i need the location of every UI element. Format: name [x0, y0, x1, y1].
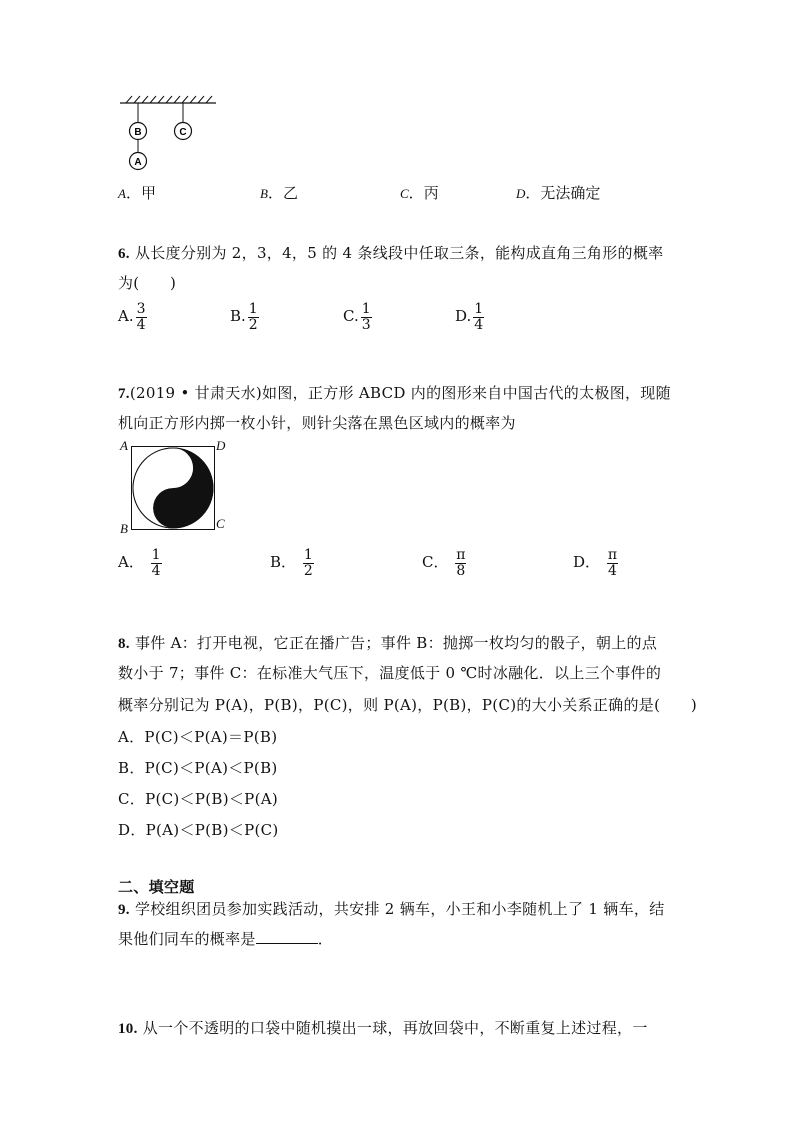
q6-option-b[interactable]: B. $\frac{1}{2}$ [230, 301, 258, 333]
pendulum-diagram [118, 92, 222, 176]
q8-stem-line1: 8. 事件 A：打开电视，它正在播广告；事件 B：抛掷一枚均匀的骰子，朝上的点 [118, 634, 658, 652]
taiji-diagram [131, 446, 215, 530]
section-title-fill-in: 二、填空题 [118, 878, 195, 896]
fraction: $\frac{1}{4}$ [474, 301, 484, 333]
taiji-black-dot [168, 503, 179, 514]
q7-option-d[interactable]: D． $\frac{\pi}{4}$ [573, 547, 618, 579]
q8-stem-line2: 数小于 7；事件 C：在标准大气压下，温度低于 0 ℃时冰融化．以上三个事件的 [118, 664, 662, 682]
q6-option-a[interactable]: A. $\frac{3}{4}$ [118, 301, 146, 333]
q5-option-a[interactable]: A．甲 [118, 184, 156, 202]
ball-c-label: C [179, 127, 187, 138]
q5-option-c[interactable]: C．丙 [400, 184, 439, 202]
corner-label-c: C [216, 516, 225, 531]
q8-option-a[interactable]: A．P(C)＜P(A)＝P(B) [118, 728, 278, 746]
q6-option-d[interactable]: D. $\frac{1}{4}$ [455, 301, 484, 333]
q5-option-d[interactable]: D．无法确定 [516, 184, 601, 202]
ball-b-label: B [134, 127, 142, 138]
corner-label-a: A [120, 438, 128, 453]
fraction: $\frac{1}{2}$ [303, 547, 313, 579]
q10-stem-line1: 10. 从一个不透明的口袋中随机摸出一球，再放回袋中，不断重复上述过程，一 [118, 1019, 648, 1037]
fraction: $\frac{\pi}{8}$ [456, 547, 466, 579]
q9-stem-line2: 果他们同车的概率是 ． [118, 930, 334, 948]
ball-a-label: A [134, 157, 142, 168]
fraction: $\frac{1}{2}$ [248, 301, 258, 333]
q5-option-b[interactable]: B．乙 [260, 184, 298, 202]
q8-option-b[interactable]: B．P(C)＜P(A)＜P(B) [118, 759, 278, 777]
q6-stem-line2: 为( ) [118, 274, 177, 292]
fraction: $\frac{\pi}{4}$ [607, 547, 618, 579]
q6-option-c[interactable]: C. $\frac{1}{3}$ [343, 301, 371, 333]
corner-label-d: D [216, 438, 226, 453]
q8-stem-line3: 概率分别记为 P(A)，P(B)，P(C)，则 P(A)，P(B)，P(C)的大小关系正确的是( ) [118, 696, 697, 714]
q8-option-d[interactable]: D．P(A)＜P(B)＜P(C) [118, 821, 279, 839]
fraction: $\frac{1}{3}$ [361, 301, 371, 333]
fraction: $\frac{1}{4}$ [151, 547, 161, 579]
corner-label-b: B [120, 521, 128, 536]
q7-option-c[interactable]: C． $\frac{\pi}{8}$ [422, 547, 466, 579]
q7-option-a[interactable]: A． $\frac{1}{4}$ [118, 547, 161, 579]
q8-option-c[interactable]: C．P(C)＜P(B)＜P(A) [118, 790, 279, 808]
q7-stem-line2: 机向正方形内掷一枚小针，则针尖落在黑色区域内的概率为 [118, 414, 516, 432]
q7-option-b[interactable]: B． $\frac{1}{2}$ [270, 547, 313, 579]
q6-stem-line1: 6. 从长度分别为 2，3，4，5 的 4 条线段中任取三条，能构成直角三角形的概率 [118, 244, 664, 262]
q9-stem-line1: 9. 学校组织团员参加实践活动，共安排 2 辆车，小王和小李随机上了 1 辆车，结 [118, 900, 665, 918]
taiji-white-dot [168, 463, 179, 474]
q7-stem-line1: 7.(2019 • 甘肃天水)如图，正方形 ABCD 内的图形来自中国古代的太极图，现随 [118, 384, 671, 402]
fraction: $\frac{3}{4}$ [136, 301, 146, 333]
q9-answer-blank[interactable] [256, 929, 318, 944]
